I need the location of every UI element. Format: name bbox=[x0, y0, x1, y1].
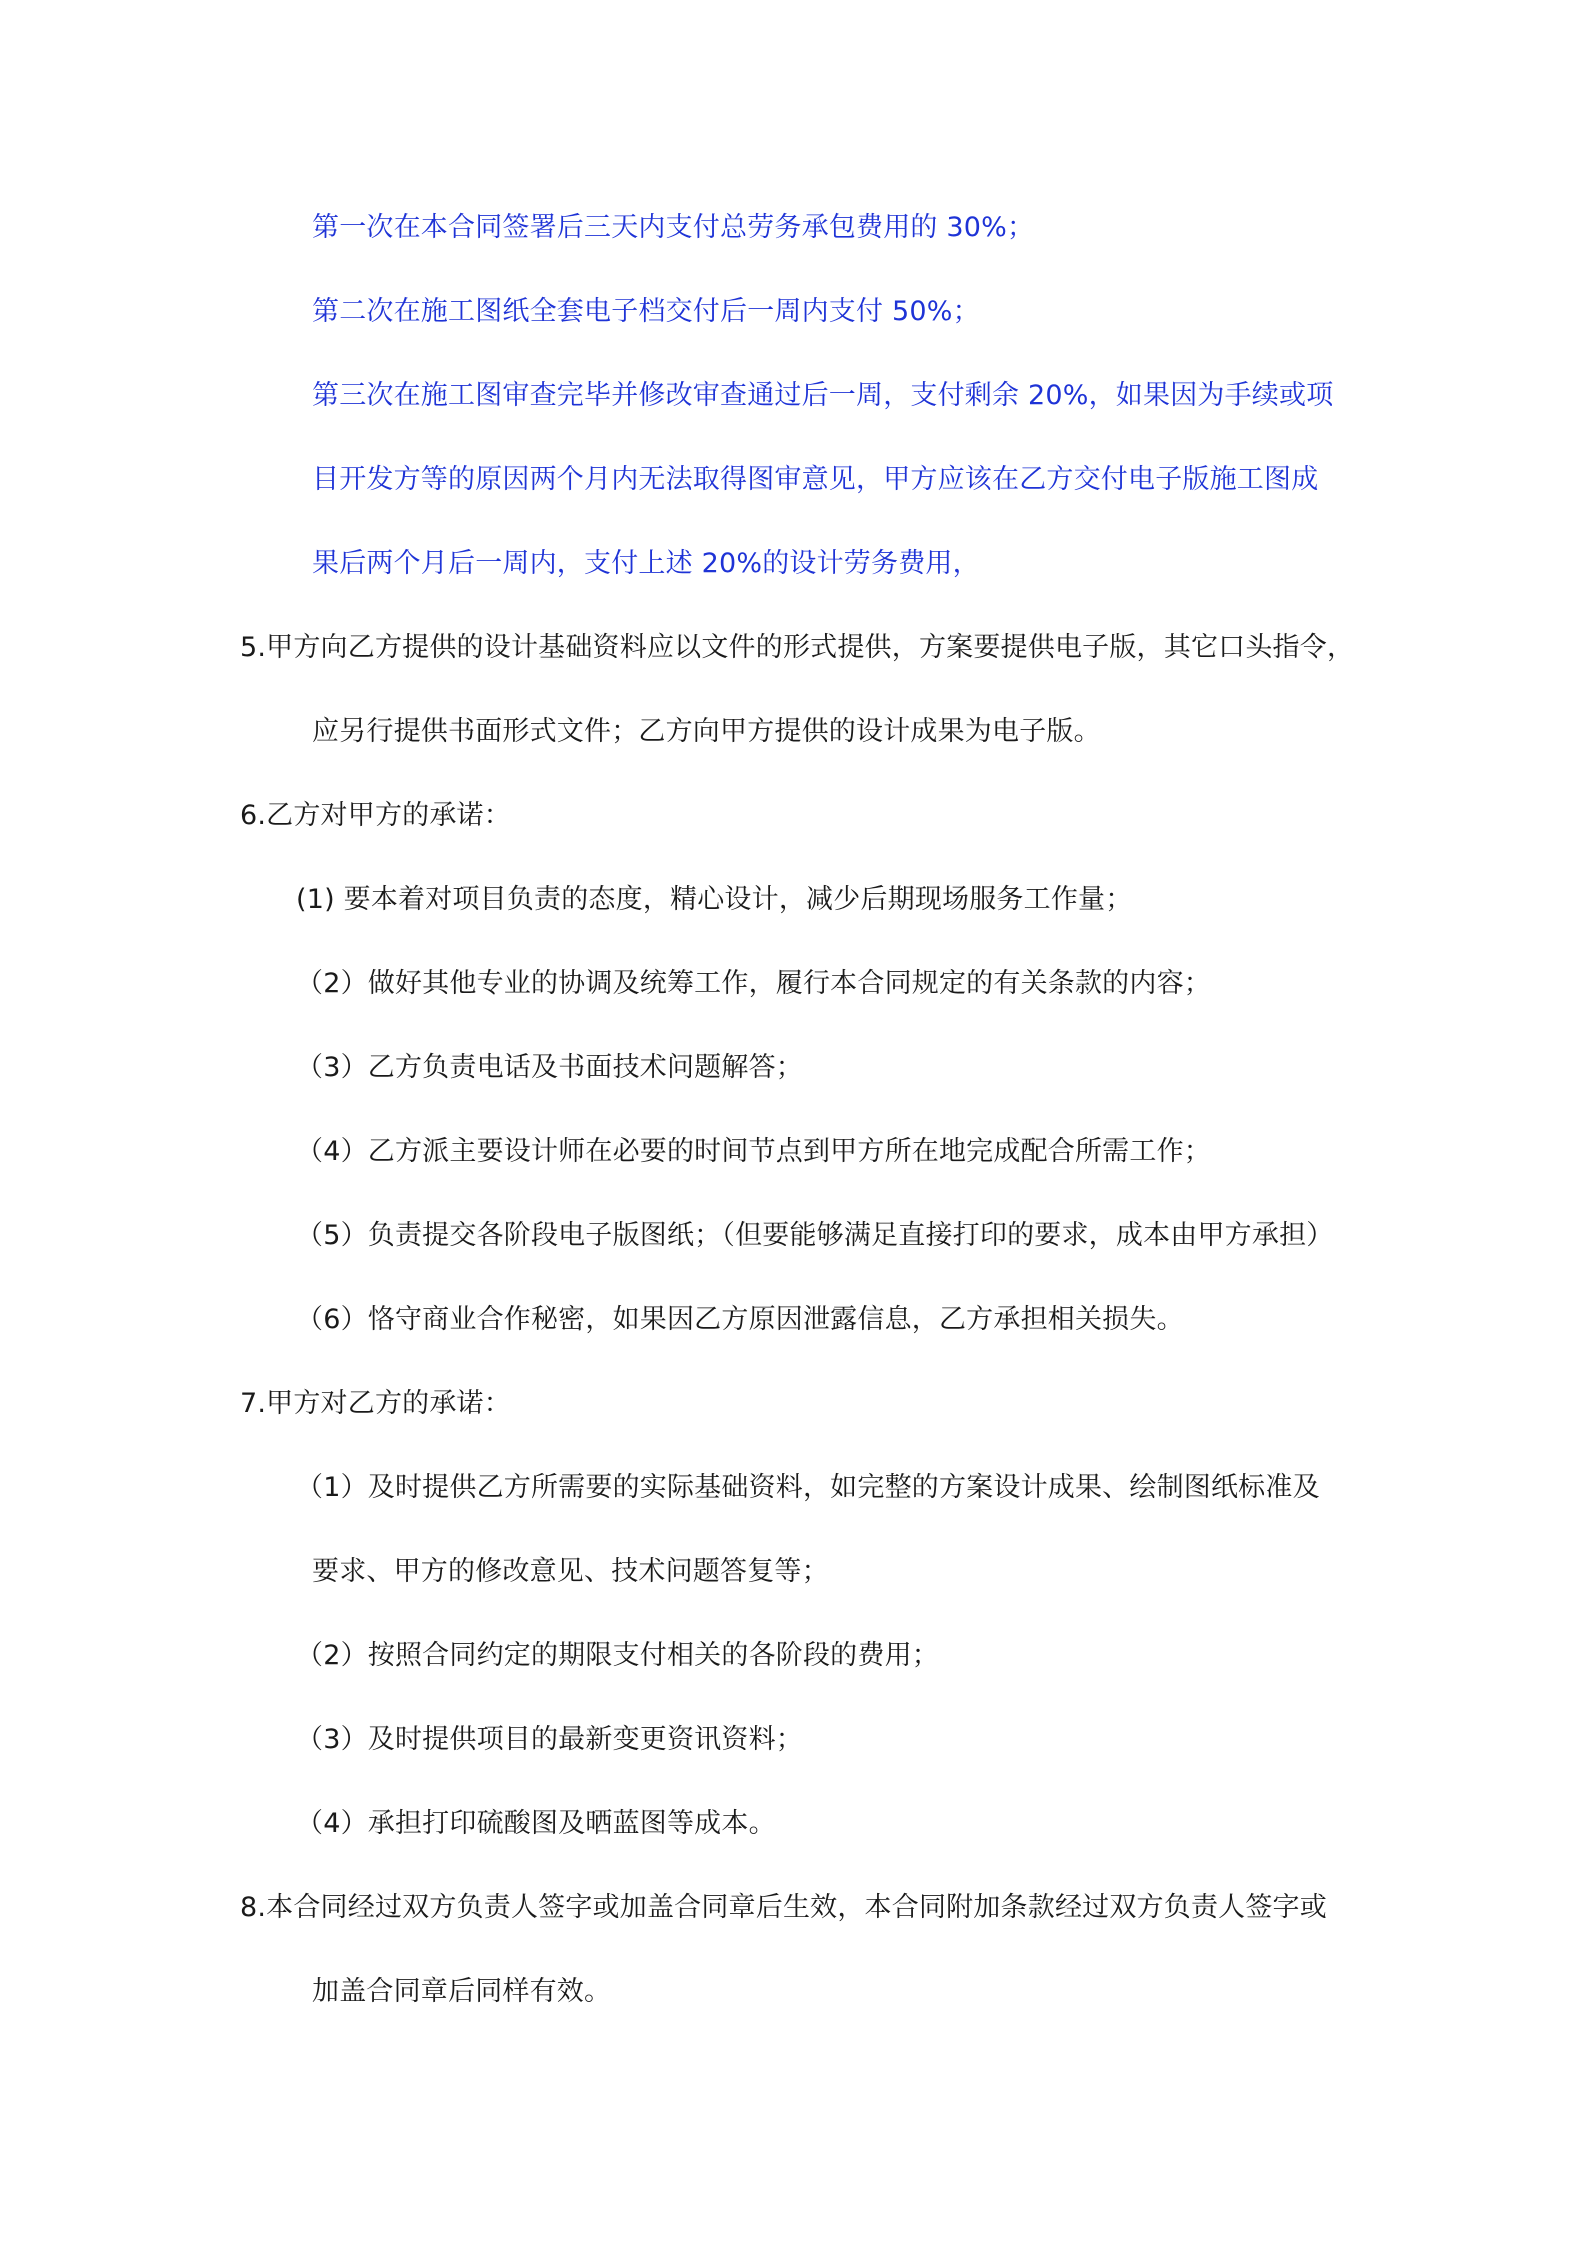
clause-8-line1: 8.本合同经过双方负责人签字或加盖合同章后生效，本合同附加条款经过双方负责人签字或 bbox=[240, 1892, 1327, 1923]
clause-7-item-1-line1: （1）及时提供乙方所需要的实际基础资料，如完整的方案设计成果、绘制图纸标准及 bbox=[296, 1472, 1320, 1503]
clause-7-item-3: （3）及时提供项目的最新变更资讯资料； bbox=[296, 1724, 803, 1755]
clause-6-item-6: （6）恪守商业合作秘密，如果因乙方原因泄露信息，乙方承担相关损失。 bbox=[296, 1304, 1184, 1335]
clause-6-item-5: （5）负责提交各阶段电子版图纸；（但要能够满足直接打印的要求，成本由甲方承担） bbox=[296, 1220, 1334, 1251]
payment-term-third-line2: 目开发方等的原因两个月内无法取得图审意见，甲方应该在乙方交付电子版施工图成 bbox=[312, 464, 1319, 495]
clause-6-item-2: （2）做好其他专业的协调及统筹工作，履行本合同规定的有关条款的内容； bbox=[296, 968, 1211, 999]
clause-6-item-4: （4）乙方派主要设计师在必要的时间节点到甲方所在地完成配合所需工作； bbox=[296, 1136, 1211, 1167]
clause-7-item-2: （2）按照合同约定的期限支付相关的各阶段的费用； bbox=[296, 1640, 939, 1671]
clause-5-line2: 应另行提供书面形式文件；乙方向甲方提供的设计成果为电子版。 bbox=[312, 716, 1101, 747]
payment-term-second: 第二次在施工图纸全套电子档交付后一周内支付 50%； bbox=[312, 296, 980, 327]
clause-6-heading: 6.乙方对甲方的承诺： bbox=[240, 800, 511, 831]
payment-term-third-line3: 果后两个月后一周内，支付上述 20%的设计劳务费用， bbox=[312, 548, 980, 579]
clause-6-item-1: (1) 要本着对项目负责的态度，精心设计，减少后期现场服务工作量； bbox=[296, 884, 1133, 915]
payment-term-third-line1: 第三次在施工图审查完毕并修改审查通过后一周，支付剩余 20%，如果因为手续或项 bbox=[312, 380, 1334, 411]
clause-7-item-4: （4）承担打印硫酸图及晒蓝图等成本。 bbox=[296, 1808, 776, 1839]
clause-7-heading: 7.甲方对乙方的承诺： bbox=[240, 1388, 511, 1419]
clause-8-line2: 加盖合同章后同样有效。 bbox=[312, 1976, 612, 2007]
clause-7-item-1-line2: 要求、甲方的修改意见、技术问题答复等； bbox=[312, 1556, 829, 1587]
clause-5-line1: 5.甲方向乙方提供的设计基础资料应以文件的形式提供，方案要提供电子版，其它口头指令， bbox=[240, 632, 1355, 663]
clause-6-item-3: （3）乙方负责电话及书面技术问题解答； bbox=[296, 1052, 803, 1083]
payment-term-first: 第一次在本合同签署后三天内支付总劳务承包费用的 30%； bbox=[312, 212, 1035, 243]
